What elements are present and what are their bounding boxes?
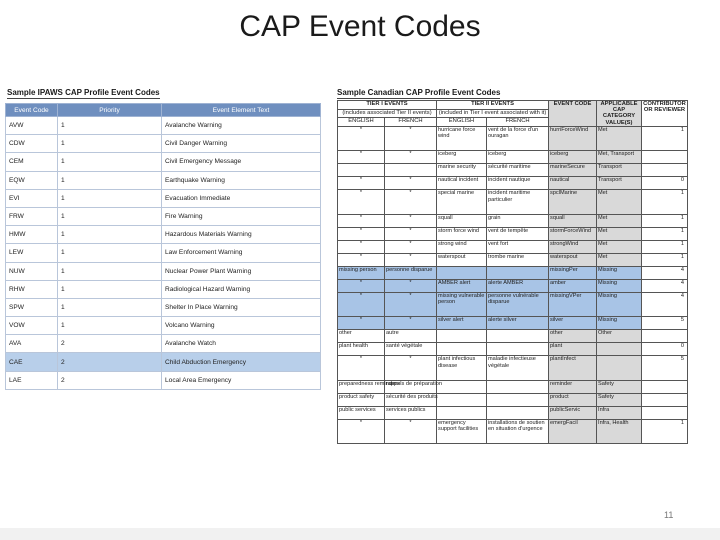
contributor-cell: 1: [642, 214, 688, 227]
event-code-cell: missingVPer: [549, 292, 597, 316]
tier1-french-cell: *: [385, 317, 437, 330]
tier1-english-cell: other: [338, 330, 385, 343]
event-code-cell: LEW: [6, 244, 58, 262]
header-tier2: TIER II EVENTS: [437, 101, 549, 110]
category-cell: Missing: [597, 279, 642, 292]
event-code-cell: strongWind: [549, 240, 597, 253]
header-tier1-french: FRENCH: [385, 118, 437, 127]
event-code-cell: stormForceWind: [549, 227, 597, 240]
tier2-french-cell: trombe marine: [487, 253, 549, 266]
tier2-french-cell: alerte silver: [487, 317, 549, 330]
table-row: [338, 190, 688, 214]
event-text-cell: Shelter In Place Warning: [162, 298, 321, 316]
tier1-english-cell: preparedness reminders: [338, 380, 385, 393]
event-code-cell: RHW: [6, 280, 58, 298]
contributor-cell: [642, 330, 688, 343]
tier1-english-cell: *: [338, 317, 385, 330]
category-cell: Missing: [597, 317, 642, 330]
tier1-english-cell: missing person: [338, 266, 385, 279]
contributor-cell: [642, 406, 688, 419]
event-code-cell: AVA: [6, 335, 58, 353]
table-row: [338, 253, 688, 266]
table-row: [338, 292, 688, 316]
tier2-english-cell: [437, 393, 487, 406]
table-row: [338, 393, 688, 406]
event-code-cell: reminder: [549, 380, 597, 393]
tier1-french-cell: *: [385, 292, 437, 316]
contributor-cell: 1: [642, 126, 688, 150]
table-row: [338, 240, 688, 253]
event-code-cell: EQW: [6, 171, 58, 189]
tier1-english-cell: [338, 164, 385, 177]
table-row: [338, 356, 688, 380]
tier1-english-cell: *: [338, 419, 385, 443]
tier2-english-cell: AMBER alert: [437, 279, 487, 292]
tier1-french-cell: santé végétale: [385, 343, 437, 356]
tier2-french-cell: grain: [487, 214, 549, 227]
event-text-cell: Nuclear Power Plant Warning: [162, 262, 321, 280]
tier2-english-cell: strong wind: [437, 240, 487, 253]
table-row: [338, 126, 688, 150]
contributor-cell: 1: [642, 227, 688, 240]
tier1-english-cell: *: [338, 356, 385, 380]
event-code-cell: LAE: [6, 371, 58, 389]
contributor-cell: 5: [642, 356, 688, 380]
tier1-french-cell: *: [385, 151, 437, 164]
canadian-table-body: [338, 126, 688, 443]
table-row: [6, 371, 321, 389]
table-row: [6, 298, 321, 316]
table-row: [338, 177, 688, 190]
contributor-cell: 1: [642, 419, 688, 443]
tier1-english-cell: *: [338, 214, 385, 227]
event-code-cell: nautical: [549, 177, 597, 190]
tier1-french-cell: *: [385, 419, 437, 443]
tier2-french-cell: incident nautique: [487, 177, 549, 190]
tier1-english-cell: *: [338, 253, 385, 266]
tier1-french-cell: *: [385, 356, 437, 380]
event-code-cell: VOW: [6, 317, 58, 335]
tier1-english-cell: *: [338, 190, 385, 214]
table-row: [6, 117, 321, 135]
event-code-cell: EVI: [6, 189, 58, 207]
header-event-element-text: Event Element Text: [162, 104, 321, 117]
canadian-event-code-table: [337, 100, 688, 444]
header-event-code: Event Code: [6, 104, 58, 117]
priority-cell: 1: [58, 171, 162, 189]
header-tier2-french: FRENCH: [487, 118, 549, 127]
event-text-cell: Local Area Emergency: [162, 371, 321, 389]
contributor-cell: 4: [642, 292, 688, 316]
contributor-cell: 0: [642, 343, 688, 356]
category-cell: Transport: [597, 177, 642, 190]
category-cell: Other: [597, 330, 642, 343]
table-row: [6, 153, 321, 171]
table-row: [6, 171, 321, 189]
event-code-cell: AVW: [6, 117, 58, 135]
tier1-french-cell: *: [385, 126, 437, 150]
tier2-english-cell: [437, 343, 487, 356]
header-cap-category: APPLICABLE CAP CATEGORY VALUE(S): [597, 101, 642, 127]
table-row: [6, 135, 321, 153]
tier1-french-cell: services publics: [385, 406, 437, 419]
event-code-cell: hurriForceWind: [549, 126, 597, 150]
tier1-french-cell: *: [385, 240, 437, 253]
category-cell: Met, Transport: [597, 151, 642, 164]
priority-cell: 1: [58, 298, 162, 316]
event-code-cell: CDW: [6, 135, 58, 153]
tier2-french-cell: iceberg: [487, 151, 549, 164]
event-text-cell: Avalanche Watch: [162, 335, 321, 353]
tier1-french-cell: autre: [385, 330, 437, 343]
contributor-cell: 4: [642, 279, 688, 292]
category-cell: Missing: [597, 292, 642, 316]
event-code-cell: plant: [549, 343, 597, 356]
category-cell: Met: [597, 126, 642, 150]
tier2-french-cell: vent fort: [487, 240, 549, 253]
tier1-english-cell: *: [338, 126, 385, 150]
tier1-french-cell: *: [385, 227, 437, 240]
table-row: [6, 189, 321, 207]
tier1-english-cell: plant health: [338, 343, 385, 356]
tier1-english-cell: *: [338, 292, 385, 316]
contributor-cell: [642, 164, 688, 177]
priority-cell: 1: [58, 262, 162, 280]
event-text-cell: Radiological Hazard Warning: [162, 280, 321, 298]
tier2-french-cell: personne vulnérable disparue: [487, 292, 549, 316]
event-code-cell: publicServic: [549, 406, 597, 419]
event-text-cell: Hazardous Materials Warning: [162, 226, 321, 244]
tier2-french-cell: [487, 393, 549, 406]
category-cell: Met: [597, 253, 642, 266]
table-row: [338, 419, 688, 443]
event-code-cell: plantInfect: [549, 356, 597, 380]
header-tier1: TIER I EVENTS: [338, 101, 437, 110]
header-tier2-english: ENGLISH: [437, 118, 487, 127]
tier2-english-cell: [437, 406, 487, 419]
category-cell: Missing: [597, 266, 642, 279]
priority-cell: 1: [58, 244, 162, 262]
table-row: [338, 380, 688, 393]
event-text-cell: Earthquake Warning: [162, 171, 321, 189]
event-text-cell: Civil Danger Warning: [162, 135, 321, 153]
contributor-cell: 1: [642, 253, 688, 266]
table-row: [6, 244, 321, 262]
category-cell: Met: [597, 240, 642, 253]
priority-cell: 1: [58, 207, 162, 225]
contributor-cell: 1: [642, 240, 688, 253]
priority-cell: 1: [58, 135, 162, 153]
event-code-cell: spclMarine: [549, 190, 597, 214]
event-code-cell: iceberg: [549, 151, 597, 164]
category-cell: Safety: [597, 380, 642, 393]
contributor-cell: 5: [642, 317, 688, 330]
table-row: [6, 317, 321, 335]
tier2-english-cell: nautical incident: [437, 177, 487, 190]
tier1-french-cell: [385, 164, 437, 177]
category-cell: Transport: [597, 164, 642, 177]
footer-bar: [0, 528, 720, 540]
event-text-cell: Avalanche Warning: [162, 117, 321, 135]
table-row: [338, 214, 688, 227]
tier2-english-cell: [437, 330, 487, 343]
tier2-french-cell: alerte AMBER: [487, 279, 549, 292]
ipaws-event-code-table: [5, 103, 321, 390]
contributor-cell: 4: [642, 266, 688, 279]
priority-cell: 2: [58, 371, 162, 389]
event-text-cell: Volcano Warning: [162, 317, 321, 335]
priority-cell: 1: [58, 117, 162, 135]
tier1-english-cell: *: [338, 240, 385, 253]
page-number: 11: [664, 510, 674, 520]
category-cell: Met: [597, 227, 642, 240]
category-cell: [597, 356, 642, 380]
table-row: [338, 406, 688, 419]
event-code-cell: other: [549, 330, 597, 343]
event-code-cell: product: [549, 393, 597, 406]
tier2-french-cell: incident maritime particulier: [487, 190, 549, 214]
event-code-cell: HMW: [6, 226, 58, 244]
event-code-cell: silver: [549, 317, 597, 330]
category-cell: Met: [597, 214, 642, 227]
contributor-cell: 1: [642, 190, 688, 214]
tier1-french-cell: *: [385, 214, 437, 227]
tier2-english-cell: silver alert: [437, 317, 487, 330]
tier2-english-cell: marine security: [437, 164, 487, 177]
header-tier1-note: (includes associated Tier II events): [338, 109, 437, 118]
tier1-english-cell: public services: [338, 406, 385, 419]
table-row: [338, 266, 688, 279]
event-code-cell: squall: [549, 214, 597, 227]
tier2-english-cell: plant infectious disease: [437, 356, 487, 380]
ipaws-table-body: [6, 117, 321, 390]
tier1-english-cell: product safety: [338, 393, 385, 406]
tier1-french-cell: *: [385, 279, 437, 292]
event-code-cell: waterspout: [549, 253, 597, 266]
category-cell: Met: [597, 190, 642, 214]
priority-cell: 2: [58, 335, 162, 353]
tier2-english-cell: storm force wind: [437, 227, 487, 240]
category-cell: Infra: [597, 406, 642, 419]
contributor-cell: [642, 393, 688, 406]
event-code-cell: CAE: [6, 353, 58, 371]
category-cell: Safety: [597, 393, 642, 406]
tier2-french-cell: sécurité maritime: [487, 164, 549, 177]
table-row: [6, 262, 321, 280]
tier2-french-cell: vent de la force d'un ouragan: [487, 126, 549, 150]
priority-cell: 2: [58, 353, 162, 371]
category-cell: Infra, Health: [597, 419, 642, 443]
table-row: [6, 353, 321, 371]
event-text-cell: Fire Warning: [162, 207, 321, 225]
event-code-cell: amber: [549, 279, 597, 292]
tier2-english-cell: [437, 380, 487, 393]
tier1-french-cell: *: [385, 177, 437, 190]
tier2-english-cell: [437, 266, 487, 279]
tier2-french-cell: vent de tempête: [487, 227, 549, 240]
tier2-french-cell: [487, 330, 549, 343]
tier1-english-cell: *: [338, 151, 385, 164]
tier2-english-cell: special marine: [437, 190, 487, 214]
contributor-cell: [642, 151, 688, 164]
tier1-english-cell: *: [338, 279, 385, 292]
tier1-french-cell: rappels de préparation: [385, 380, 437, 393]
event-code-cell: emergFacil: [549, 419, 597, 443]
table-row: [338, 151, 688, 164]
tier2-english-cell: squall: [437, 214, 487, 227]
table-row: [338, 164, 688, 177]
table-row: [6, 280, 321, 298]
tier1-english-cell: *: [338, 227, 385, 240]
tier2-english-cell: waterspout: [437, 253, 487, 266]
ipaws-header-row: [6, 104, 321, 117]
tier2-french-cell: installations de soutien en situation d'urgence: [487, 419, 549, 443]
tier1-french-cell: sécurité des produits: [385, 393, 437, 406]
table-row: [338, 279, 688, 292]
header-tier2-note: (included in Tier I event associated with it): [437, 109, 549, 118]
slide-title: CAP Event Codes: [239, 10, 481, 43]
event-code-cell: CEM: [6, 153, 58, 171]
contributor-cell: 0: [642, 177, 688, 190]
tier2-french-cell: [487, 406, 549, 419]
tier2-english-cell: hurricane force wind: [437, 126, 487, 150]
event-text-cell: Child Abduction Emergency: [162, 353, 321, 371]
event-text-cell: Civil Emergency Message: [162, 153, 321, 171]
tier2-french-cell: [487, 343, 549, 356]
priority-cell: 1: [58, 280, 162, 298]
priority-cell: 1: [58, 153, 162, 171]
tier1-french-cell: *: [385, 190, 437, 214]
tier2-french-cell: [487, 380, 549, 393]
event-code-cell: NUW: [6, 262, 58, 280]
tier2-english-cell: iceberg: [437, 151, 487, 164]
tier2-english-cell: missing vulnerable person: [437, 292, 487, 316]
header-contributor: CONTRIBUTOR OR REVIEWER: [642, 101, 688, 127]
tier1-french-cell: *: [385, 253, 437, 266]
tier1-french-cell: personne disparue: [385, 266, 437, 279]
table-row: [6, 207, 321, 225]
event-code-cell: SPW: [6, 298, 58, 316]
table-row: [338, 330, 688, 343]
event-text-cell: Law Enforcement Warning: [162, 244, 321, 262]
category-cell: [597, 343, 642, 356]
event-code-cell: marineSecure: [549, 164, 597, 177]
contributor-cell: [642, 380, 688, 393]
canadian-table-caption: Sample Canadian CAP Profile Event Codes: [337, 88, 501, 97]
tier1-english-cell: *: [338, 177, 385, 190]
table-row: [338, 317, 688, 330]
tier2-french-cell: [487, 266, 549, 279]
tier2-english-cell: emergency support facilities: [437, 419, 487, 443]
table-row: [338, 227, 688, 240]
table-row: [6, 226, 321, 244]
priority-cell: 1: [58, 226, 162, 244]
event-text-cell: Evacuation Immediate: [162, 189, 321, 207]
header-tier1-english: ENGLISH: [338, 118, 385, 127]
canadian-header-row-1: [338, 101, 688, 110]
table-row: [6, 335, 321, 353]
ipaws-table-caption: Sample IPAWS CAP Profile Event Codes: [7, 88, 160, 97]
table-row: [338, 343, 688, 356]
header-event-code: EVENT CODE: [549, 101, 597, 127]
event-code-cell: missingPer: [549, 266, 597, 279]
tier2-french-cell: maladie infectieuse végétale: [487, 356, 549, 380]
priority-cell: 1: [58, 317, 162, 335]
event-code-cell: FRW: [6, 207, 58, 225]
header-priority: Priority: [58, 104, 162, 117]
priority-cell: 1: [58, 189, 162, 207]
